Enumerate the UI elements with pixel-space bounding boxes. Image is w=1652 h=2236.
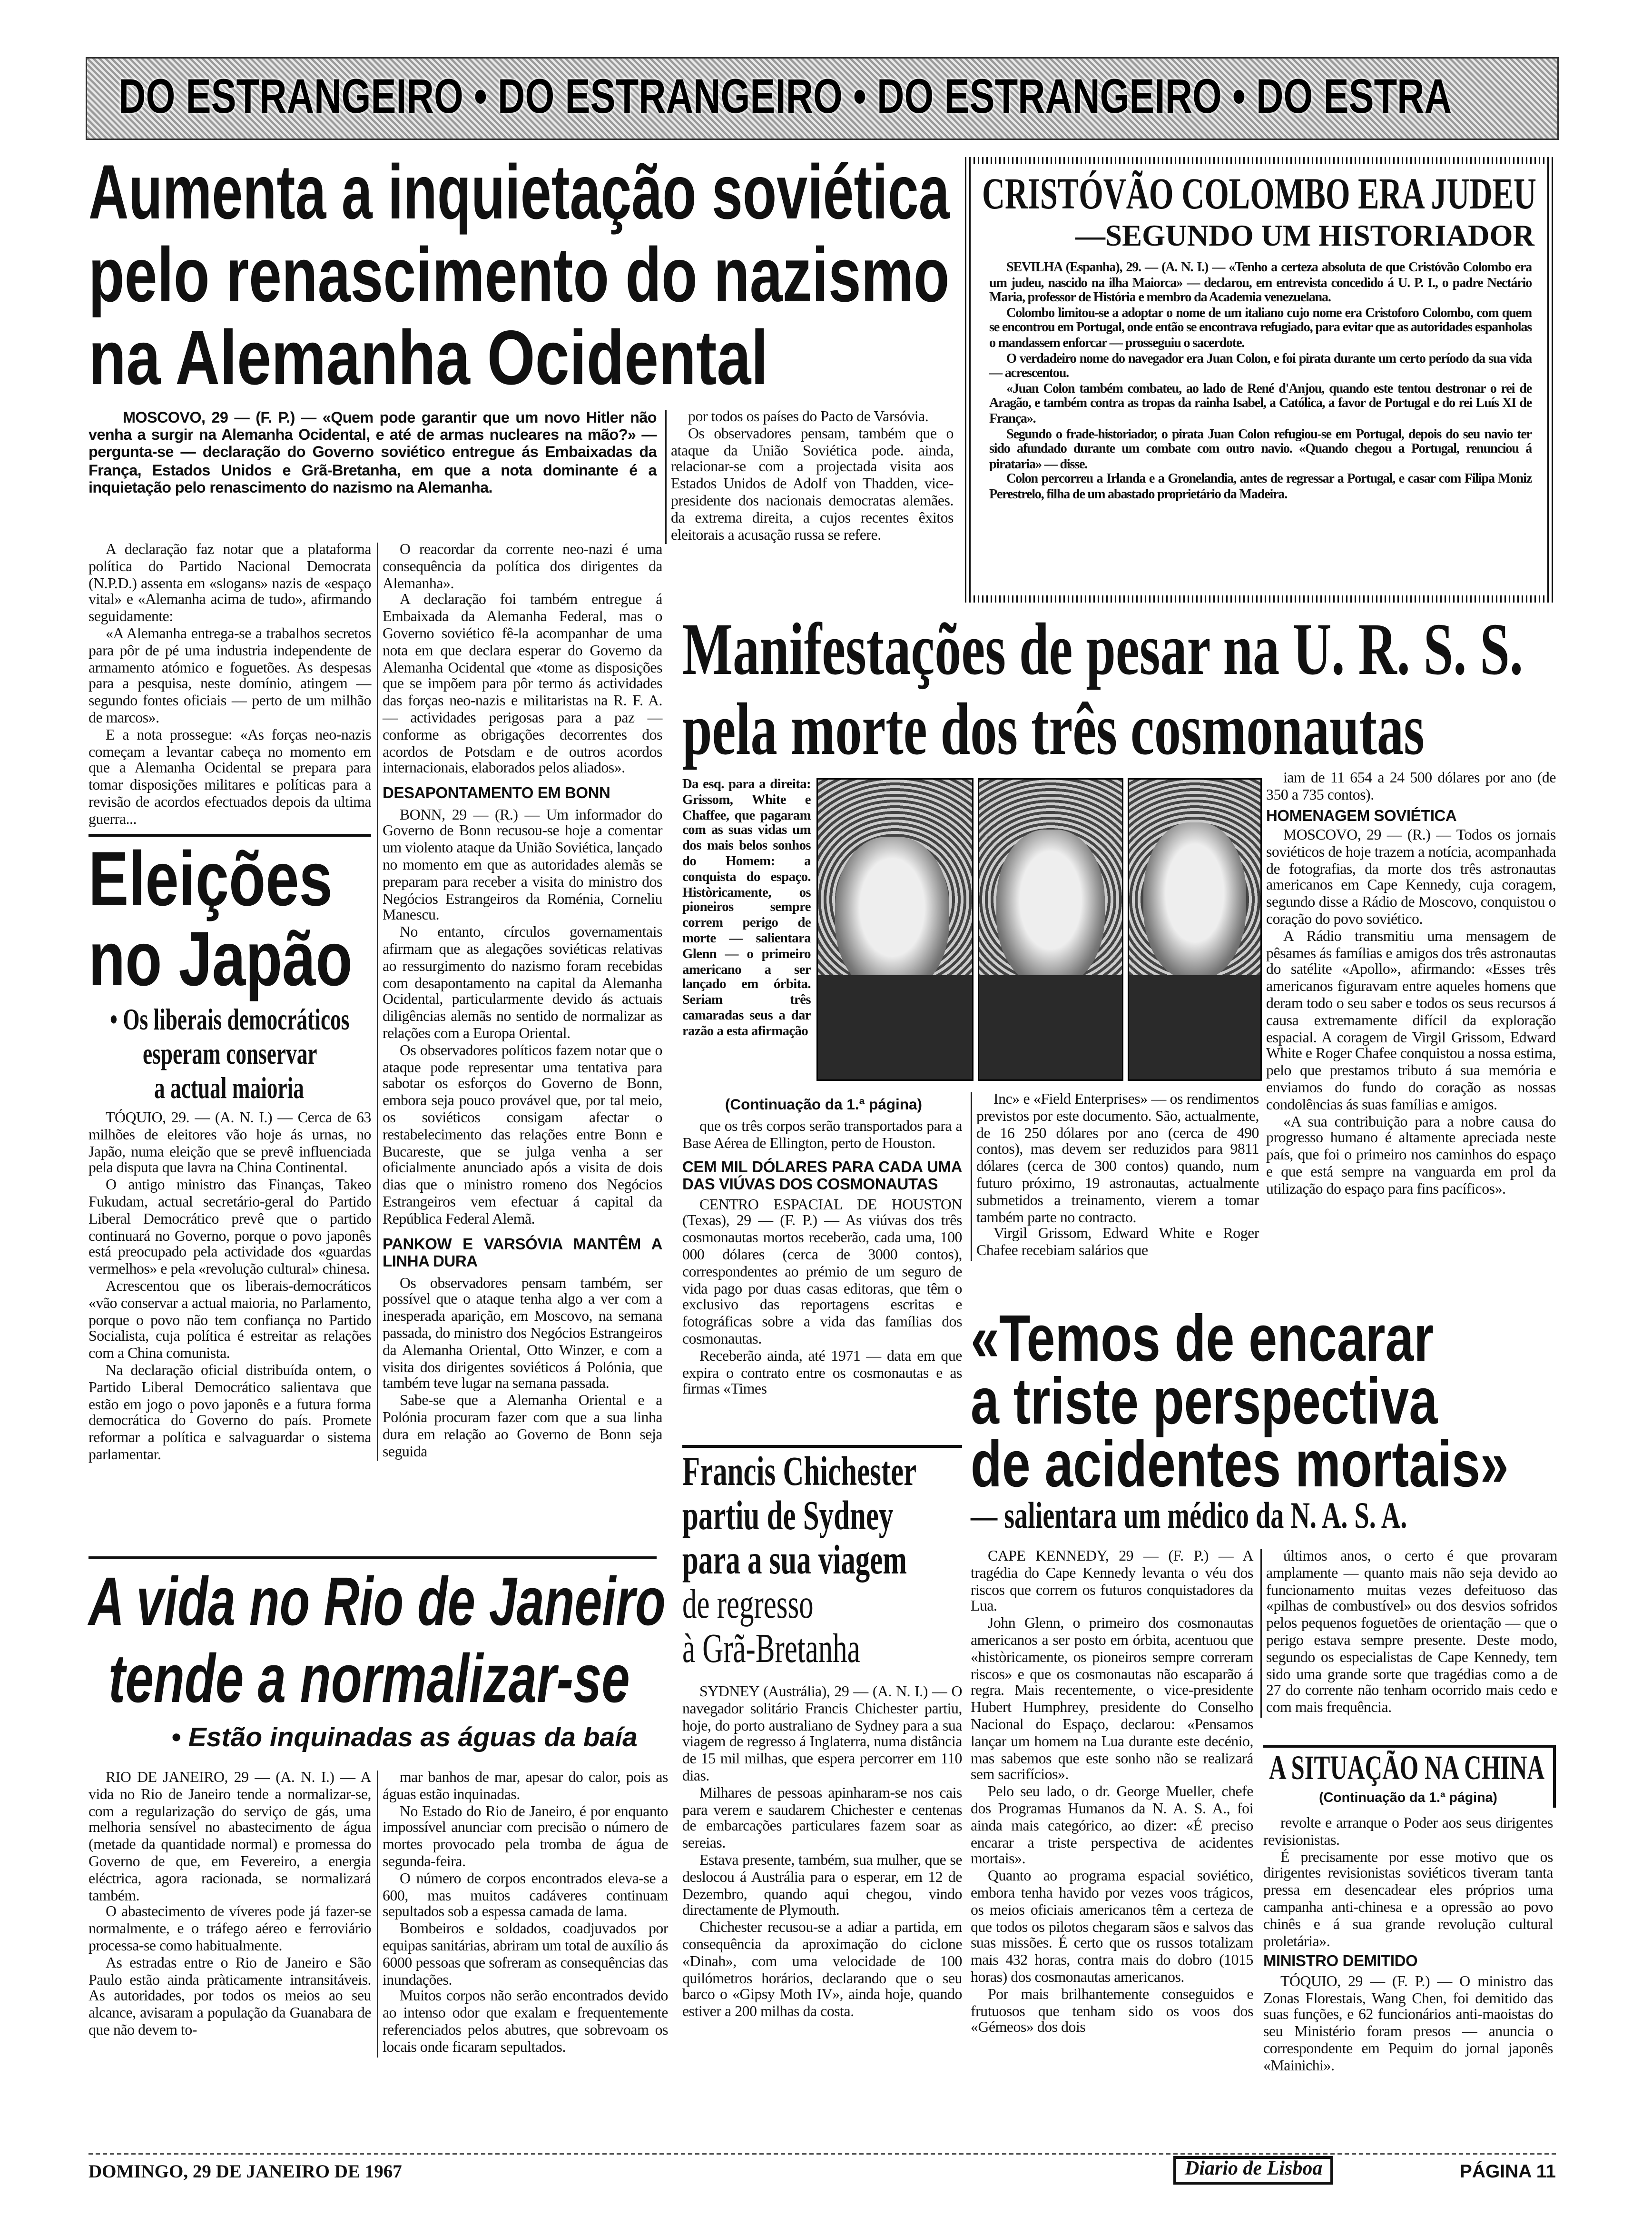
paragraph: A declaração faz notar que a plataforma política do Partido Nacional Democrata (N.P.D.) assenta em «slogans» nazis de «espaço vital» e «Alemanha acima de tudo», afirmando seguidamente:	[88, 543, 371, 626]
headline-line: tende a normalizar-se	[108, 1642, 630, 1718]
headline-line: Manifestações de pesar na U. R. S. S.	[682, 610, 1523, 691]
cosmonautas-col3	[1266, 771, 1556, 1199]
colombo-subhead: —SEGUNDO UM HISTORIADOR	[1075, 218, 1534, 253]
paragraph: «Juan Colon também combateu, ao lado de René d'Anjou, quando este tentou destronar o rei de Aragão, e também contra as tropas da rainha Isabel, a Católica, a favor de Portugal e do rei Luís XI de França».	[989, 382, 1532, 427]
nazismo-col1	[88, 543, 371, 829]
chichester-headline	[682, 1451, 962, 1672]
nasa-col1	[971, 1549, 1253, 2038]
paragraph: TÓQUIO, 29. — (A. N. I.) — Cerca de 63 milhões de eleitores vão hoje ás urnas, no Japão, numa eleição que se prevê influenciada pela disputa que lavra na China Continental.	[88, 1111, 371, 1177]
paragraph: TÓQUIO, 29 — (F. P.) — O ministro das Zonas Florestais, Wang Chen, foi demitido das suas funções, e 62 funcionários anti-maoistas do seu Ministério foram presos — anuncia o correspondente em Pequim do jornal japonês «Mainichi».	[1263, 1974, 1553, 2075]
headline-line: Francis Chichester	[682, 1449, 917, 1495]
ministro-text	[1263, 1975, 1553, 2076]
paragraph: Colon percorreu a Irlanda e a Gronelandia, antes de regressar a Portugal, e casar com Filipa Moniz Perestrelo, filha de um abastado proprietário da Madeira.	[989, 473, 1532, 503]
continuation-note: (Continuação da 1.ª página)	[1319, 1791, 1497, 1806]
headline-line: Eleições	[88, 837, 333, 922]
headline-line: na Alemanha Ocidental	[88, 316, 768, 401]
paragraph: Inc» e «Field Enterprises» — os rendimentos previstos por este documento. São, actualmente, de 16 250 dólares por ano (cerca de 490 contos), mas devem ser reduzidos para 9811 dólares (cerca de 300 contos) quando, num futuro próximo, 19 astronautas, actualmente submetidos a treinamento, vierem a tomar também parte no contracto.	[976, 1092, 1259, 1226]
colombo-body	[972, 253, 1546, 504]
headline-line: partiu de Sydney	[682, 1494, 894, 1539]
cosmonautas-col2	[971, 1092, 1259, 1261]
paragraph: RIO DE JANEIRO, 29 — (A. N. I.) — A vida no Rio de Janeiro tende a normalizar-se, com a regularização do serviço de gás, uma melhoria sensível no abastecimento de água (metade da quantidade normal) e promessa do Governo de que, em Fevereiro, a energia eléctrica, agora racionada, se normalizará também.	[88, 1771, 371, 1904]
paragraph: O verdadeiro nome do navegador era Juan Colon, e foi pirata durante um certo período da sua vida — acrescentou.	[989, 352, 1532, 382]
subheading-pankow: PANKOW E VARSÓVIA MANTÊM A LINHA DURA	[383, 1236, 662, 1271]
subhead-line: • Os liberais democráticos	[110, 1002, 350, 1037]
colombo-headline-wrap	[981, 170, 1537, 218]
paragraph: Estava presente, também, sua mulher, que se deslocou á Austrália para o esperar, em 12 de Dezembro, quando aqui chegou, vindo directamente de Plymouth.	[682, 1853, 962, 1920]
paragraph: E a nota prossegue: «As forças neo-nazis começam a levantar cabeça no momento em que a Alemanha Ocidental se prepara para tomar disposições militares e políticas para a revisão de acordos efectuados depois da ultima guerra...	[88, 728, 371, 828]
paragraph: As estradas entre o Rio de Janeiro e São Paulo estão ainda pràticamente intransitáveis. As autoridades, por todos os meios ao seu alcance, avisaram a população da Guanabara de que não devem to-	[88, 1956, 371, 2039]
nazismo-col2-text	[383, 543, 662, 778]
paragraph: CAPE KENNEDY, 29 — (F. P.) — A tragédia do Cape Kennedy levanta o véu dos riscos que correm os futuros conquistadores da Lua.	[971, 1549, 1253, 1616]
paragraph: O antigo ministro das Finanças, Takeo Fukudam, actual secretário-geral do Partido Liberal Democrático prevê que o partido continuará no Governo, porque o povo japonês está preocupado pela actividade dos «guardas vermelhos» e pela «revolução cultural» chinesa.	[88, 1178, 371, 1278]
nasa-headline	[971, 1301, 1556, 1538]
headline-line: a triste perspectiva	[971, 1364, 1438, 1438]
paragraph: No entanto, círculos governamentais afirmam que as alegações soviéticas relativas ao ressurgimento do nazismo foram recebidas com desapontamento na capital da Alemanha Ocidental, particularmente devido ás actuais diligências alemãs no sentido de normalizar as relações com a Europa Oriental.	[383, 925, 662, 1043]
colombo-headline: CRISTÓVÃO COLOMBO ERA JUDEU	[982, 168, 1536, 218]
paragraph: É precisamente por esse motivo que os dirigentes revisionistas soviéticos tiveram tanta pressa em desencadear eles próprios uma campanha anti-chinesa e a opressão ao povo chinês e á sua grande revolução cultural proletária».	[1263, 1850, 1553, 1950]
headline-line: à Grã-Bretanha	[682, 1626, 860, 1672]
cosmonautas-headline	[682, 611, 1556, 771]
paragraph: Muitos corpos não serão encontrados devido ao intenso odor que exalam e frequentemente referenciados pelos abutres, que sobrevoam os locais onde ficaram sepultados.	[383, 1989, 668, 2056]
eleicoes-body	[88, 1111, 371, 1464]
headline-line: de regresso	[682, 1582, 814, 1628]
rio-subhead-wrap	[171, 1722, 664, 1756]
paragraph: John Glenn, o primeiro dos cosmonautas americanos a ser posto em órbita, acentuou que «històricamente, os pioneiros sempre correram riscos» e que os cosmonautas não escaparão á regra. Mais recentemente, o vice-presidente Hubert Humphrey, presidente do Conselho Nacional do Espaço, declarou: «Pensamos lançar um homem na Lua durante este decénio, mas sabemos que este sonho não se realizará sem sacrifícios».	[971, 1616, 1253, 1784]
subhead-line: a actual maioria	[155, 1071, 305, 1105]
rio-col2	[377, 1771, 668, 2057]
masthead-logo: Diario de Lisboa	[1173, 2156, 1334, 2185]
photo-grissom	[816, 778, 974, 1081]
paragraph: O reacordar da corrente neo-nazi é uma consequência da política dos dirigentes da Alemanha».	[383, 543, 662, 592]
page-number: PÁGINA 11	[1459, 2160, 1556, 2182]
paragraph: Segundo o frade-historiador, o pirata Juan Colon refugiou-se em Portugal, depois do seu navio ter sido afundado durante um combate com outro navio. «Quando chegou a Portugal, renunciou á pirataria» — disse.	[989, 427, 1532, 473]
nasa-subhead: — salientara um médico da N. A. S. A.	[971, 1495, 1407, 1536]
paragraph: iam de 11 654 a 24 500 dólares por ano (de 350 a 735 contos).	[1266, 771, 1556, 804]
headline-line: A vida no Rio de Janeiro	[88, 1565, 666, 1641]
homenagem-text	[1266, 828, 1556, 1199]
paragraph: Colombo limitou-se a adoptar o nome de um italiano cujo nome era Cristoforo Colombo, com quem se encontrou em Portugal, onde então se encontrava refugiado, para evitar que as autoridades espanholas o mandassem enforcar — prosseguiu o sacerdote.	[989, 307, 1532, 351]
paragraph: que os três corpos serão transportados para a Base Aérea de Ellington, perto de Houston.	[682, 1119, 962, 1152]
eleicoes-headline	[88, 837, 371, 1002]
rio-col1	[88, 1771, 371, 2040]
nazismo-lead: MOSCOVO, 29 — (F. P.) — «Quem pode garantir que um novo Hitler não venha a surgir na Alemanha Ocidental, e até de armas nucleares na mão?» — pergunta-se — declaração do Governo soviético entregue ás Embaixadas da França, Estados Unidos e Grã-Bretanha, em que a nota dominante é a inquietação pelo renascimento do nazismo na Alemanha.	[88, 410, 657, 497]
paragraph: A declaração foi também entregue á Embaixada da Alemanha Federal, mas o Governo soviético fê-la acompanhar de uma nota em que declara esperar do Governo da Alemanha Ocidental que «tome as disposições que se impõem para pôr termo ás actividades das forças neo-nazis e militaristas na R. F. A. — actividades perigosas para a paz — conforme as obrigações decorrentes dos acordos de Potsdam e de outros acordos internacionais, elaborados pelos aliados».	[383, 593, 662, 778]
rio-headline	[88, 1565, 668, 1719]
china-text	[1263, 1816, 1553, 1951]
paragraph: Sabe-se que a Alemanha Oriental e a Polónia procuram fazer com que a sua linha dura em relação ao Governo de Bonn seja seguida	[383, 1394, 662, 1460]
photo-white	[978, 778, 1123, 1081]
paragraph: MOSCOVO, 29 — (R.) — Todos os jornais soviéticos de hoje trazem a notícia, acompanhada de fotografias, da morte dos três astronautas americanos em Cape Kennedy, cuja coragem, segundo disse a Rádio de Moscovo, conquistou o coração do povo soviético.	[1266, 828, 1556, 929]
paragraph: Por mais brilhantemente conseguidos e frutuosos que tenham sido os voos dos «Gémeos» dos dois	[971, 1987, 1253, 2037]
headline-line: pelo renascimento do nazismo	[88, 233, 950, 318]
paragraph: mar banhos de mar, apesar do calor, pois as águas estão inquinadas.	[383, 1771, 668, 1803]
headline-line: no Japão	[88, 917, 353, 1002]
paragraph: O número de corpos encontrados eleva-se a 600, mas muitos cadáveres continuam sepultados sob a espessa camada de lama.	[383, 1871, 668, 1921]
paragraph: Virgil Grissom, Edward White e Roger Chafee recebiam salários que	[976, 1227, 1259, 1260]
paragraph: Chichester recusou-se a adiar a partida, em consequência da aproximação do ciclone «Dinah», com uma velocidade de 100 quilómetros horários, declarando que o seu barco o «Gipsy Moth IV», ainda hoje, quando estiver a 200 milhas da costa.	[682, 1920, 962, 2021]
paragraph: SEVILHA (Espanha), 29. — (A. N. I.) — «Tenho a certeza absoluta de que Cristóvão Colombo era um judeu, nascido na ilha Maiorca» — declarou, em entrevista concedido á U. P. I., o padre Nectário Maria, professor de História e membro da Academia venezuelana.	[989, 261, 1532, 306]
headline-line: de acidentes mortais»	[971, 1426, 1509, 1501]
paragraph: Bombeiros e soldados, coadjuvados por equipas sanitárias, abriram um total de auxílio ás 6000 pessoas que sofreram as consequências das inundações.	[383, 1922, 668, 1989]
paragraph: Receberão ainda, até 1971 — data em que expira o contrato entre os cosmonautas e as firmas «Times	[682, 1349, 962, 1399]
colombo-box	[965, 157, 1553, 603]
nazismo-col3	[665, 410, 954, 544]
paragraph: últimos anos, o certo é que provaram amplamente — quanto mais não seja devido ao funcionamento muitas vezes defeituoso das «pilhas de combustível» ou dos desvios sofridos pelos pequenos foguetões de orientação — que o perigo estava sempre presente. Deste modo, segundo os especialistas de Cape Kennedy, tem sido uma grande sorte que tragédias como a de 27 do corrente não tenham ocorrido mais cedo e com mais frequência.	[1266, 1549, 1557, 1717]
paragraph: Os observadores políticos fazem notar que o ataque pode representar uma tentativa para sabotar os esforços do Governo de Bonn, embora seja pouco provável que, por tal meio, os soviéticos consigam afectar o restabelecimento das relações entre Bonn e Bucareste, que se julga venha a ser oficialmente anunciado após a visita de dois dias que o ministro romeno dos Negócios Estrangeiros vem efectuar á capital da República Federal Alemã.	[383, 1043, 662, 1228]
subheading-bonn: DESAPONTAMENTO EM BONN	[383, 785, 610, 803]
rio-subhead: • Estão inquinadas as águas da baía	[171, 1723, 638, 1753]
pankow-text	[383, 1276, 662, 1461]
paragraph: Os observadores pensam, também que o ataque da União Soviética pode. ainda, relacionar-se com a projectada visita aos Estados Unidos de Adolf von Thadden, vice-presidente dos nacionais democratas alemães. da extrema direita, a cujos recentes êxitos eleitorais a acusação russa se refere.	[671, 426, 954, 544]
paragraph: Pelo seu lado, o dr. George Mueller, chefe dos Programas Humanos da N. A. S. A., foi ainda mais categórico, ao dizer: «É preciso encarar a triste perspectiva de acidentes mortais».	[971, 1785, 1253, 1869]
chichester-body	[682, 1685, 962, 2022]
section-banner	[86, 57, 1559, 140]
cosmonautas-col3-text	[1266, 771, 1556, 805]
cosmonautas-col1-text	[682, 1119, 962, 1153]
paragraph: revolte e arranque o Poder aos seus dirigentes revisionistas.	[1263, 1816, 1553, 1849]
headline-line: Aumenta a inquietação soviética	[88, 150, 950, 236]
photo-chaffee	[1128, 778, 1262, 1081]
headline-line: para a sua viagem	[682, 1538, 907, 1583]
paragraph: CENTRO ESPACIAL DE HOUSTON (Texas), 29 — (F. P.) — As viúvas dos três cosmonautas mortos receberão, cada uma, 100 000 dólares (cerca de 3000 contos), correspondentes ao prémio de um seguro de vida pago por duas casas editoras, que têm o exclusivo das reportagens escritas e fotográficas sobre a vida das famílias dos cosmonautas.	[682, 1197, 962, 1348]
paragraph: por todos os países do Pacto de Varsóvia.	[688, 410, 929, 425]
eleicoes-subhead	[88, 1002, 371, 1105]
china-body	[1263, 1816, 1553, 2076]
china-box	[1263, 1745, 1556, 1808]
china-headline: A SITUAÇÃO NA CHINA	[1269, 1751, 1545, 1788]
subheading-viuvas: CEM MIL DÓLARES PARA CADA UMA DAS VIÚVAS DOS COSMONAUTAS	[682, 1158, 962, 1194]
headline-line: pela morte dos três cosmonautas	[682, 690, 1425, 771]
headline-line: «Temos de encarar	[971, 1301, 1434, 1375]
paragraph: Acrescentou que os liberais-democráticos «vão conservar a actual maioria, no Parlamento, porque o povo não tem confiança no Partido Socialista, cuja política é estreitar as relações com a China comunista.	[88, 1279, 371, 1363]
footer-date: DOMINGO, 29 DE JANEIRO DE 1967	[88, 2160, 402, 2182]
paragraph: Os observadores pensam também, ser possível que o ataque tenha algo a ver com a inesperada aparição, em Moscovo, na semana passada, do ministro dos Negócios Estrangeiros da Alemanha Oriental, Otto Winzer, e com a visita dos dirigentes soviéticos á Polónia, que também teve lugar na semana passada.	[383, 1276, 662, 1393]
nazismo-col2	[377, 543, 662, 1461]
paragraph: No Estado do Rio de Janeiro, é por enquanto impossível anunciar com precisão o número de mortes provocado pela tromba de água de segunda-feira.	[383, 1804, 668, 1870]
paragraph: «A sua contribuição para a nobre causa do progresso humano é altamente apreciada neste país, que foi o primeiro nos caminhos do espaço e que está sempre na vanguarda em prol da utilização do espaço para fins pacíficos».	[1266, 1114, 1556, 1198]
viuvas-text	[682, 1197, 962, 1400]
paragraph: BONN, 29 — (R.) — Um informador do Governo de Bonn recusou-se hoje a comentar um violento ataque da União Soviética, lançado no momento em que as autoridades alemãs se preparam para receber a visita do ministro dos Negócios Estrangeiros da Roménia, Corneliu Manescu.	[383, 807, 662, 925]
nazismo-headline	[88, 151, 952, 400]
paragraph: «A Alemanha entrega-se a trabalhos secretos para pôr de pé uma industria independente de armamento atómico e foguetões. As despesas para a pesquisa, neste domínio, atingem — segundo fontes oficiais — perto de um milhão de marcos».	[88, 626, 371, 727]
paragraph: O abastecimento de víveres pode já fazer-se normalmente, e o tráfego aéreo e ferroviário processa-se como habitualmente.	[88, 1905, 371, 1955]
cosmonautas-col1	[682, 1119, 962, 1399]
paragraph: A Rádio transmitiu uma mensagem de pêsames ás famílias e amigos dos três astronautas do satélite «Apollo», afirmando: «Esses três americanos figuravam entre aqueles homens que deram todo o seu saber e todos os seus recursos á causa extremamente difícil da exploração espacial. A coragem de Virgil Grissom, Edward White e Roger Chafee conquistou a nossa estima, pelo que prestamos tributo á sua memória e enviamos do fundo do coração as nossas condolências ás suas famílias e amigos.	[1266, 929, 1556, 1114]
subheading-homenagem: HOMENAGEM SOVIÉTICA	[1266, 807, 1457, 825]
subhead-line: esperam conservar	[142, 1037, 317, 1071]
section-banner-text: DO ESTRANGEIRO • DO ESTRANGEIRO • DO ESTRANGEIRO • DO ESTRA	[118, 70, 1452, 124]
subheading-ministro: MINISTRO DEMITIDO	[1263, 1954, 1418, 1971]
paragraph: SYDNEY (Austrália), 29 — (A. N. I.) — O navegador solitário Francis Chichester partiu, hoje, do porto australiano de Sydney para a sua viagem de regresso á Inglaterra, numa distância de 15 mil milhas, que espera percorrer em 110 dias.	[682, 1685, 962, 1785]
paragraph: Quanto ao programa espacial soviético, embora tenha havido por vezes voos trágicos, os meios oficiais americanos têm a certeza de que todos os pilotos chegaram sãos e salvos das suas missões. É certo que os russos totalizam mais 432 horas, contra mais do dobro (1015 horas) dos cosmonautas americanos.	[971, 1869, 1253, 1986]
footer	[88, 2153, 1556, 2192]
bonn-text	[383, 808, 662, 1229]
paragraph: Na declaração oficial distribuída ontem, o Partido Liberal Democrático salientava que estão em jogo o povo japonês e a futura forma democrática do Governo do país. Promete reformar a política e salvaguardar o sistema parlamentar.	[88, 1363, 371, 1464]
paragraph: Milhares de pessoas apinharam-se nos cais para verem e saudarem Chichester e centenas de embarcações particulares fazem soar as sereias.	[682, 1786, 962, 1852]
continuation-note: (Continuação da 1.ª página)	[725, 1097, 923, 1114]
nasa-col2	[1260, 1549, 1557, 1718]
photo-caption: Da esq. para a direita: Grissom, White e Chaffee, que pagaram com as suas vidas um dos mais belos sonhos do Homem: a conquista do espaço. Històricamente, os pioneiros sempre correm perigo de morte — salientara Glenn — o primeiro americano a ser lançado em órbita. Seriam três camaradas seus a dar razão a esta afirmação	[682, 777, 811, 1039]
